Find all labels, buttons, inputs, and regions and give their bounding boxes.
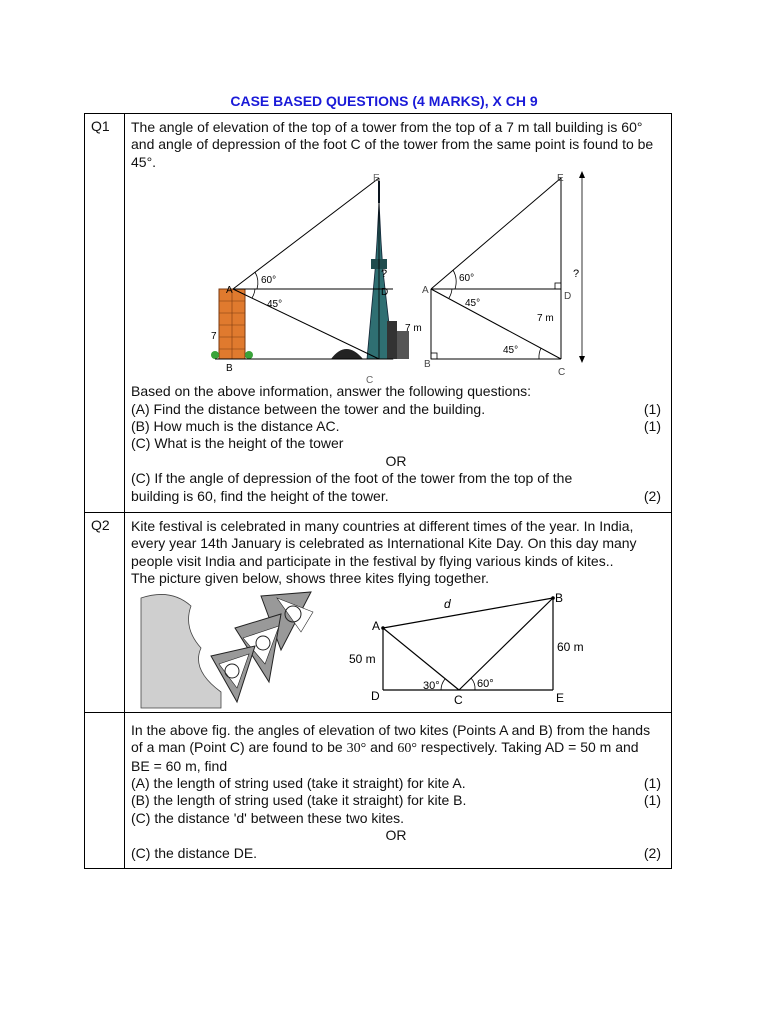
question-row-1 — [85, 114, 672, 513]
tower-figure — [131, 171, 661, 383]
question-intro: In the above fig. the angles of elevation of two kites (Points A and B) from the hands of a man (Point C) are found to be 30° and 60° respectively. Taking AD = 50 m and BE = 60 m, find — [131, 721, 651, 774]
tower-diagram — [131, 171, 661, 383]
questions-table — [84, 113, 672, 869]
question-item: (C) What is the height of the tower — [131, 435, 344, 452]
label-7: 7 — [211, 331, 217, 343]
question-body — [125, 712, 672, 868]
or-separator: OR — [385, 827, 407, 844]
label-question: ? — [381, 268, 388, 281]
label-E: E — [373, 173, 380, 185]
question-item: (A) the length of string used (take it straight) for kite A. (1) — [131, 774, 661, 791]
kite-label-60m: 60 m — [557, 639, 584, 654]
question-intro: Kite festival is celebrated in many countries at different times of the year. In India, every year 14th January is celebrated as International Kite Day. On this day many people visit India and participate in the festival by flying various kinds of kites.. — [131, 518, 637, 569]
kite-geometry — [381, 596, 555, 690]
schematic-label-question: ? — [573, 268, 580, 281]
kite-label-D: D — [371, 688, 380, 703]
question-lead: Based on the above information, answer the following questions: — [131, 383, 532, 400]
kite-label-B: B — [555, 590, 564, 605]
schematic-label-E: E — [557, 173, 564, 185]
question-row-2 — [85, 513, 672, 713]
schematic-label-D: D — [564, 291, 572, 303]
label-B: B — [226, 363, 233, 375]
schematic-7m-left: 7 m — [405, 323, 422, 335]
question-item: (B) How much is the distance AC. (1) — [131, 418, 661, 435]
question-item: (A) Find the distance between the tower and the building. (1) — [131, 400, 661, 417]
schematic-label-A: A — [422, 285, 429, 297]
or-separator: OR — [385, 452, 407, 469]
tower-schematic — [431, 171, 585, 363]
kite-angle-60: 60° — [477, 677, 494, 690]
alternative-item: (C) the distance DE. (2) — [131, 844, 661, 861]
picture-caption: The picture given below, shows three kites flying together. — [131, 570, 489, 587]
kite-label-C: C — [454, 692, 463, 707]
question-row-3 — [85, 712, 672, 868]
kite-label-50m: 50 m — [349, 651, 376, 666]
question-intro: The angle of elevation of the top of a tower from the top of a 7 m tall building is 60° and angle of depression of the foot C of the tower from the same point is found to be 45°. — [131, 119, 654, 170]
label-C: C — [366, 375, 374, 384]
kite-label-d: d — [444, 596, 451, 611]
schematic-angle-45-b: 45° — [503, 345, 519, 357]
angle-30-inline: 30° — [346, 741, 367, 757]
question-number: Q1 — [85, 114, 125, 513]
schematic-label-C: C — [558, 367, 566, 379]
tower-picture — [211, 178, 409, 359]
question-item: (B) the length of string used (take it straight) for kite B. (1) — [131, 792, 661, 809]
kite-angle-30: 30° — [423, 679, 440, 692]
schematic-label-B: B — [424, 359, 431, 371]
kite-label-A: A — [372, 618, 381, 633]
alternative-item-line1: (C) If the angle of depression of the foot of the tower from the top of the — [131, 470, 573, 487]
question-number: Q2 — [85, 513, 125, 713]
kite-photo — [139, 592, 314, 708]
question-number — [85, 712, 125, 868]
schematic-angle-45-a: 45° — [465, 298, 481, 310]
question-body — [125, 114, 672, 513]
question-item: (C) the distance 'd' between these two kites. — [131, 809, 405, 826]
schematic-angle-60: 60° — [459, 273, 475, 285]
alternative-item-line2: building is 60, find the height of the tower. (2) — [131, 487, 661, 504]
schematic-7m-right: 7 m — [537, 313, 554, 325]
question-body — [125, 513, 672, 713]
page-title: CASE BASED QUESTIONS (4 MARKS), X CH 9 — [230, 93, 538, 109]
angle-60: 60° — [261, 275, 277, 287]
angle-60-inline: 60° — [397, 741, 417, 757]
angle-45: 45° — [267, 299, 283, 311]
kite-label-E: E — [556, 690, 565, 705]
label-D: D — [381, 287, 389, 299]
label-A: A — [226, 285, 233, 297]
kite-figure — [131, 588, 661, 710]
kite-diagram — [131, 588, 661, 710]
